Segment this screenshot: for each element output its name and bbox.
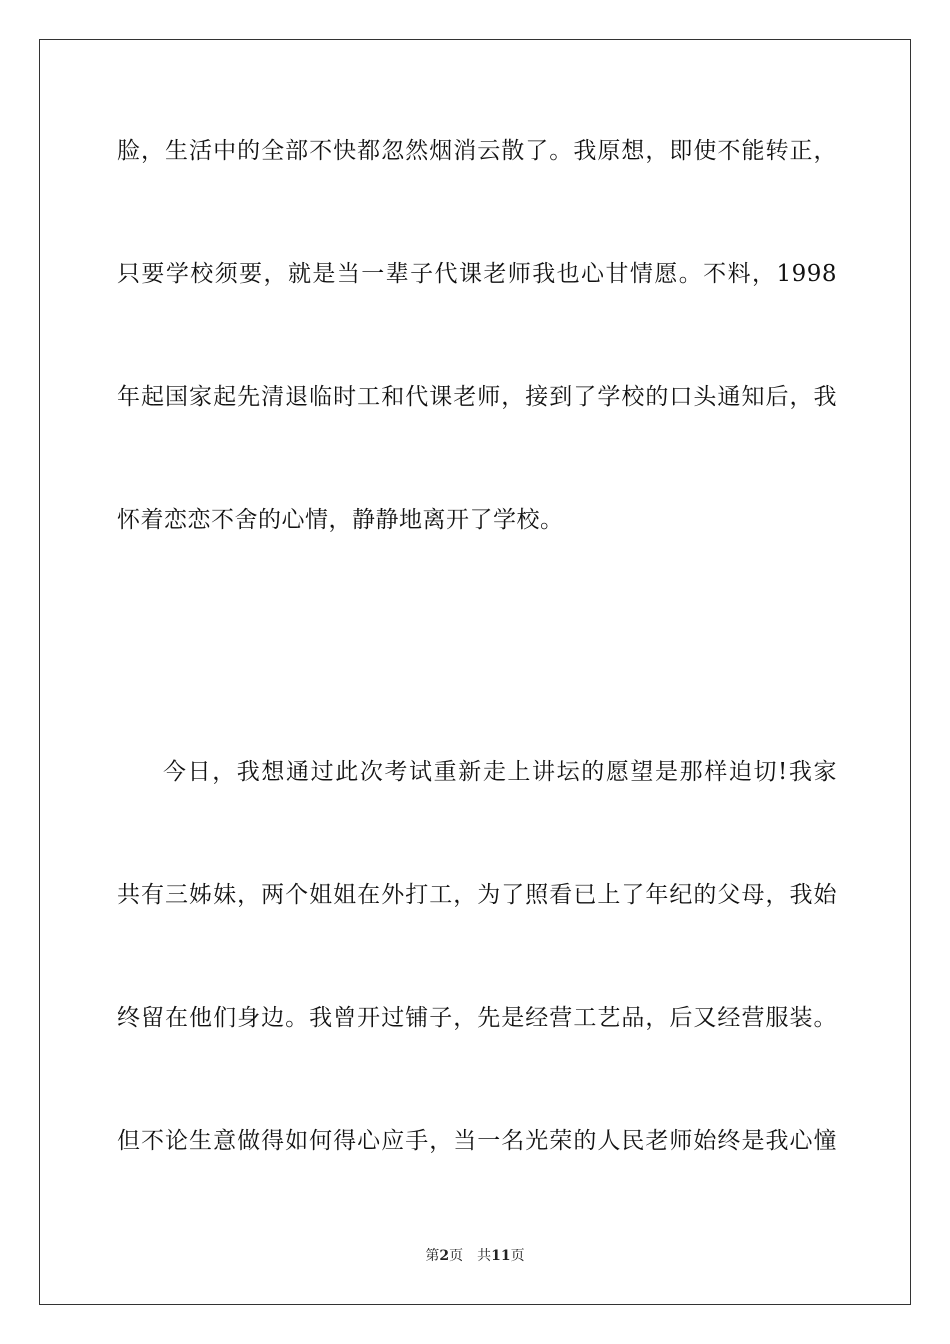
footer-page-number: 2 (439, 1248, 450, 1264)
page-border (39, 39, 911, 1305)
paragraph-1-line-3: 年起国家起先清退临时工和代课老师，接到了学校的口头通知后，我 (117, 384, 837, 410)
page-footer (0, 1247, 950, 1265)
paragraph-2-line-4: 但不论生意做得如何得心应手，当一名光荣的人民老师始终是我心憧 (117, 1128, 837, 1154)
paragraph-2-line-1: 今日，我想通过此次考试重新走上讲坛的愿望是那样迫切!我家 (163, 759, 837, 785)
paragraph-1-line-1: 脸，生活中的全部不快都忽然烟消云散了。我原想，即使不能转正， (117, 138, 837, 164)
footer-page-prefix: 第 (425, 1248, 440, 1264)
footer-total-pages: 11 (491, 1248, 511, 1264)
footer-total-prefix: 共 (477, 1248, 492, 1264)
paragraph-2-line-2: 共有三姊妹，两个姐姐在外打工，为了照看已上了年纪的父母，我始 (117, 882, 837, 908)
footer-total-suffix: 页 (510, 1248, 525, 1264)
paragraph-1-line-2: 只要学校须要，就是当一辈子代课老师我也心甘情愿。不料，1998 (117, 261, 837, 287)
footer-page-suffix: 页 (449, 1248, 464, 1264)
paragraph-1-line-4: 怀着恋恋不舍的心情，静静地离开了学校。 (117, 507, 564, 533)
paragraph-2-line-3: 终留在他们身边。我曾开过铺子，先是经营工艺品，后又经营服装。 (117, 1005, 837, 1031)
